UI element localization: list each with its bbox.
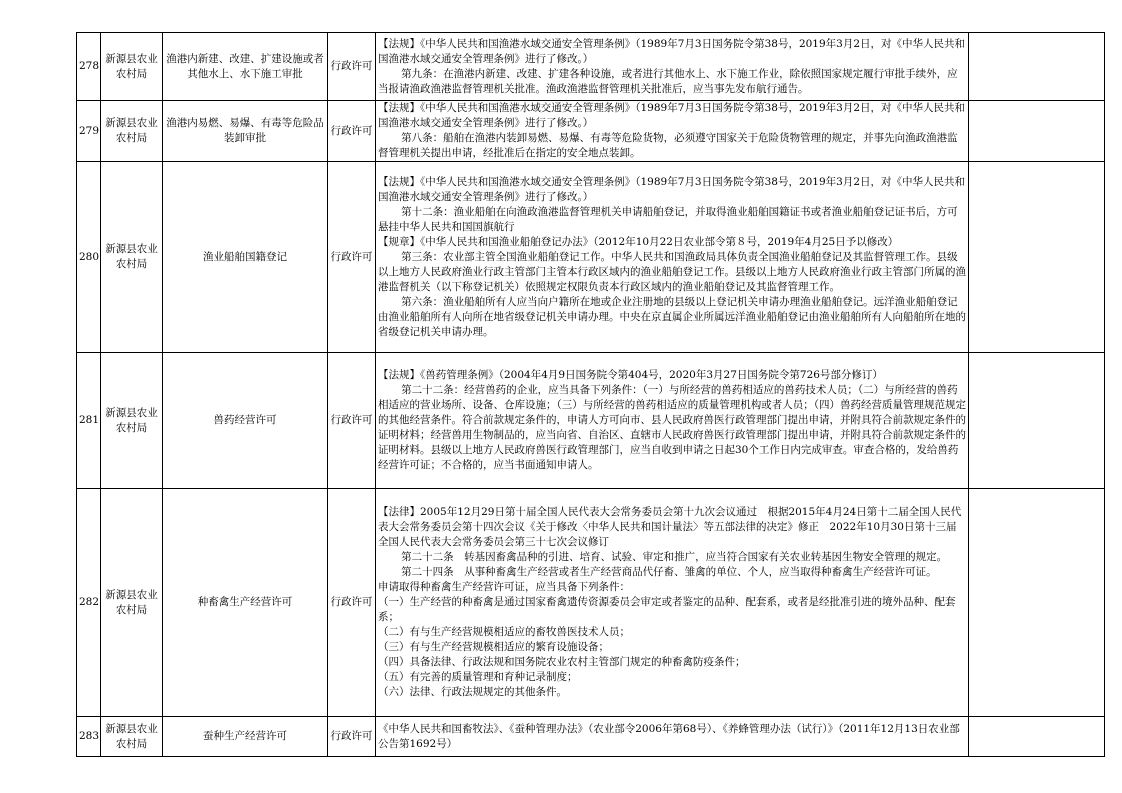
legal-basis-paragraph: 【法规】《中华人民共和国渔港水域交通安全管理条例》（1989年7月3日国务院令第38号，2019年3月2日，对《中华人民共和国渔港水域交通安全管理条例》进行了修改。）	[378, 175, 966, 203]
item-type-cell: 行政许可	[328, 162, 376, 353]
table-row	[77, 101, 1105, 162]
row-number-cell: 283	[77, 717, 101, 757]
department-cell: 新源县农业农村局	[101, 33, 163, 101]
item-name-cell: 兽药经营许可	[163, 353, 328, 489]
legal-basis-paragraph: 第六条：渔业船舶所有人应当向户籍所在地或企业注册地的县级以上登记机关申请办理渔业船舶登记。远洋渔业船舶登记由渔业船舶所有人向所在地省级登记机关申请办理。中央在京直属企业所属远洋渔业船舶登记由渔业船舶所有人向船舶所在地的省级登记机关申请办理。	[378, 295, 966, 338]
legal-basis-paragraph: 【法律】2005年12月29日第十届全国人民代表大会常务委员会第十九次会议通过 根据2015年4月24日第十二届全国人民代表大会常务委员会第十四次会议《关于修改〈中华人民共和国计量法〉等五部法律的决定》修正 2022年10月30日第十三届全国人民代表大会常务委员会第三十七次会议修订	[378, 506, 962, 548]
row-number-cell: 280	[77, 162, 101, 353]
table-row	[77, 717, 1105, 757]
remarks-cell	[969, 717, 1105, 757]
legal-basis-paragraph: 【法规】《中华人民共和国渔港水域交通安全管理条例》（1989年7月3日国务院令第38号，2019年3月2日，对《中华人民共和国渔港水域交通安全管理条例》进行了修改。）	[378, 102, 966, 129]
legal-basis-paragraph: （四）具备法律、行政法规和国务院农业农村主管部门规定的种畜禽防疫条件；	[378, 656, 746, 668]
legal-basis-paragraph: 《中华人民共和国畜牧法》、《蚕种管理办法》（农业部令2006年第68号）、《养蜂管理办法（试行）》（2011年12月13日农业部公告第1692号）	[378, 722, 960, 750]
legal-basis-paragraph: 第八条：船舶在渔港内装卸易燃、易爆、有毒等危险货物，必须遵守国家关于危险货物管理的规定，并事先向渔政渔港监督管理机关提出申请，经批准后在指定的安全地点装卸。	[378, 132, 958, 159]
permit-table	[76, 32, 1105, 757]
legal-basis-paragraph: （六）法律、行政法规规定的其他条件。	[378, 686, 567, 698]
row-number-cell: 281	[77, 353, 101, 489]
table-row	[77, 489, 1105, 717]
legal-basis-paragraph: 第二十二条 转基因畜禽品种的引进、培育、试验、审定和推广，应当符合国家有关农业转基因生物安全管理的规定。	[401, 551, 948, 563]
legal-basis-paragraph: （五）有完善的质量管理和育种记录制度；	[378, 671, 578, 683]
legal-basis-cell	[376, 717, 969, 757]
row-number-cell: 279	[77, 101, 101, 162]
legal-basis-cell	[376, 101, 969, 162]
legal-basis-paragraph: （三）有与生产经营规模相适应的繁育设施设备；	[378, 641, 609, 653]
remarks-cell	[969, 101, 1105, 162]
legal-basis-cell	[376, 33, 969, 101]
department-cell: 新源县农业农村局	[101, 101, 163, 162]
row-number-cell: 282	[77, 489, 101, 717]
item-name-cell: 蚕种生产经营许可	[163, 717, 328, 757]
legal-basis-paragraph: 申请取得种畜禽生产经营许可证，应当具备下列条件：	[378, 581, 630, 593]
legal-basis-paragraph: 第三条：农业部主管全国渔业船舶登记工作。中华人民共和国渔政局具体负责全国渔业船舶登记及其监督管理工作。县级以上地方人民政府渔业行政主管部门主管本行政区域内的渔业船舶登记工作。县级以上地方人民政府渔业行政主管部门所属的渔港监督机关（以下称登记机关）依照规定权限负责本行政区域内的渔业船舶登记及其监督管理工作。	[378, 250, 966, 293]
legal-basis-paragraph: （二）有与生产经营规模相适应的畜牧兽医技术人员；	[378, 626, 630, 638]
legal-basis-paragraph: 第九条：在渔港内新建、改建、扩建各种设施，或者进行其他水上、水下施工作业，除依照国家规定履行审批手续外，应当报请渔政渔港监督管理机关批准。渔政渔港监督管理机关批准后，应当事先发布航行通告。	[378, 67, 958, 95]
table-row	[77, 162, 1105, 353]
department-cell: 新源县农业农村局	[101, 489, 163, 717]
item-type-cell: 行政许可	[328, 717, 376, 757]
item-name-cell: 渔业船舶国籍登记	[163, 162, 328, 353]
item-type-cell: 行政许可	[328, 101, 376, 162]
department-cell: 新源县农业农村局	[101, 162, 163, 353]
item-type-cell: 行政许可	[328, 33, 376, 101]
department-cell: 新源县农业农村局	[101, 717, 163, 757]
table-body	[77, 33, 1105, 757]
item-name-cell: 渔港内易燃、易爆、有毒等危险品装卸审批	[163, 101, 328, 162]
remarks-cell	[969, 489, 1105, 717]
legal-basis-cell	[376, 353, 969, 489]
legal-basis-paragraph: 第二十二条：经营兽药的企业，应当具备下列条件：（一）与所经营的兽药相适应的兽药技术人员；（二）与所经营的兽药相适应的营业场所、设备、仓库设施；（三）与所经营的兽药相适应的质量管理机构或者人员；（四）兽药经营质量管理规范规定的其他经营条件。符合前款规定条件的，申请人方可向市、县人民政府兽医行政管理部门提出申请，并附具符合前款规定条件的证明材料；经营兽用生物制品的，应当向省、自治区、直辖市人民政府兽医行政管理部门提出申请，并附具符合前款规定条件的证明材料。县级以上地方人民政府兽医行政管理部门，应当自收到申请之日起30个工作日内完成审查。审查合格的，发给兽药经营许可证；不合格的，应当书面通知申请人。	[378, 384, 966, 471]
legal-basis-paragraph: （一）生产经营的种畜禽是通过国家畜禽遗传资源委员会审定或者鉴定的品种、配套系，或者是经批准引进的境外品种、配套系；	[378, 596, 956, 623]
legal-basis-cell	[376, 162, 969, 353]
row-number-cell: 278	[77, 33, 101, 101]
department-cell: 新源县农业农村局	[101, 353, 163, 489]
remarks-cell	[969, 162, 1105, 353]
item-name-cell: 渔港内新建、改建、扩建设施或者其他水上、水下施工审批	[163, 33, 328, 101]
legal-basis-paragraph: 【法规】《兽药管理条例》（2004年4月9日国务院令第404号，2020年3月27日国务院令第726号部分修订）	[378, 369, 883, 381]
legal-basis-paragraph: 【法规】《中华人民共和国渔港水域交通安全管理条例》（1989年7月3日国务院令第38号，2019年3月2日，对《中华人民共和国渔港水域交通安全管理条例》进行了修改。）	[378, 37, 966, 65]
remarks-cell	[969, 353, 1105, 489]
legal-basis-paragraph: 第二十四条 从事种畜禽生产经营或者生产经营商品代仔畜、雏禽的单位、个人，应当取得种畜禽生产经营许可证。	[401, 566, 937, 578]
item-type-cell: 行政许可	[328, 489, 376, 717]
legal-basis-paragraph: 【规章】《中华人民共和国渔业船舶登记办法》（2012年10月22日农业部令第８号，2019年4月25日予以修改）	[378, 235, 899, 248]
remarks-cell	[969, 33, 1105, 101]
legal-basis-cell	[376, 489, 969, 717]
item-type-cell: 行政许可	[328, 353, 376, 489]
legal-basis-paragraph: 第十二条：渔业船舶在向渔政渔港监督管理机关申请船舶登记，并取得渔业船舶国籍证书或者渔业船舶登记证书后，方可悬挂中华人民共和国国旗航行	[378, 205, 958, 233]
table-row	[77, 33, 1105, 101]
item-name-cell: 种畜禽生产经营许可	[163, 489, 328, 717]
table-row	[77, 353, 1105, 489]
